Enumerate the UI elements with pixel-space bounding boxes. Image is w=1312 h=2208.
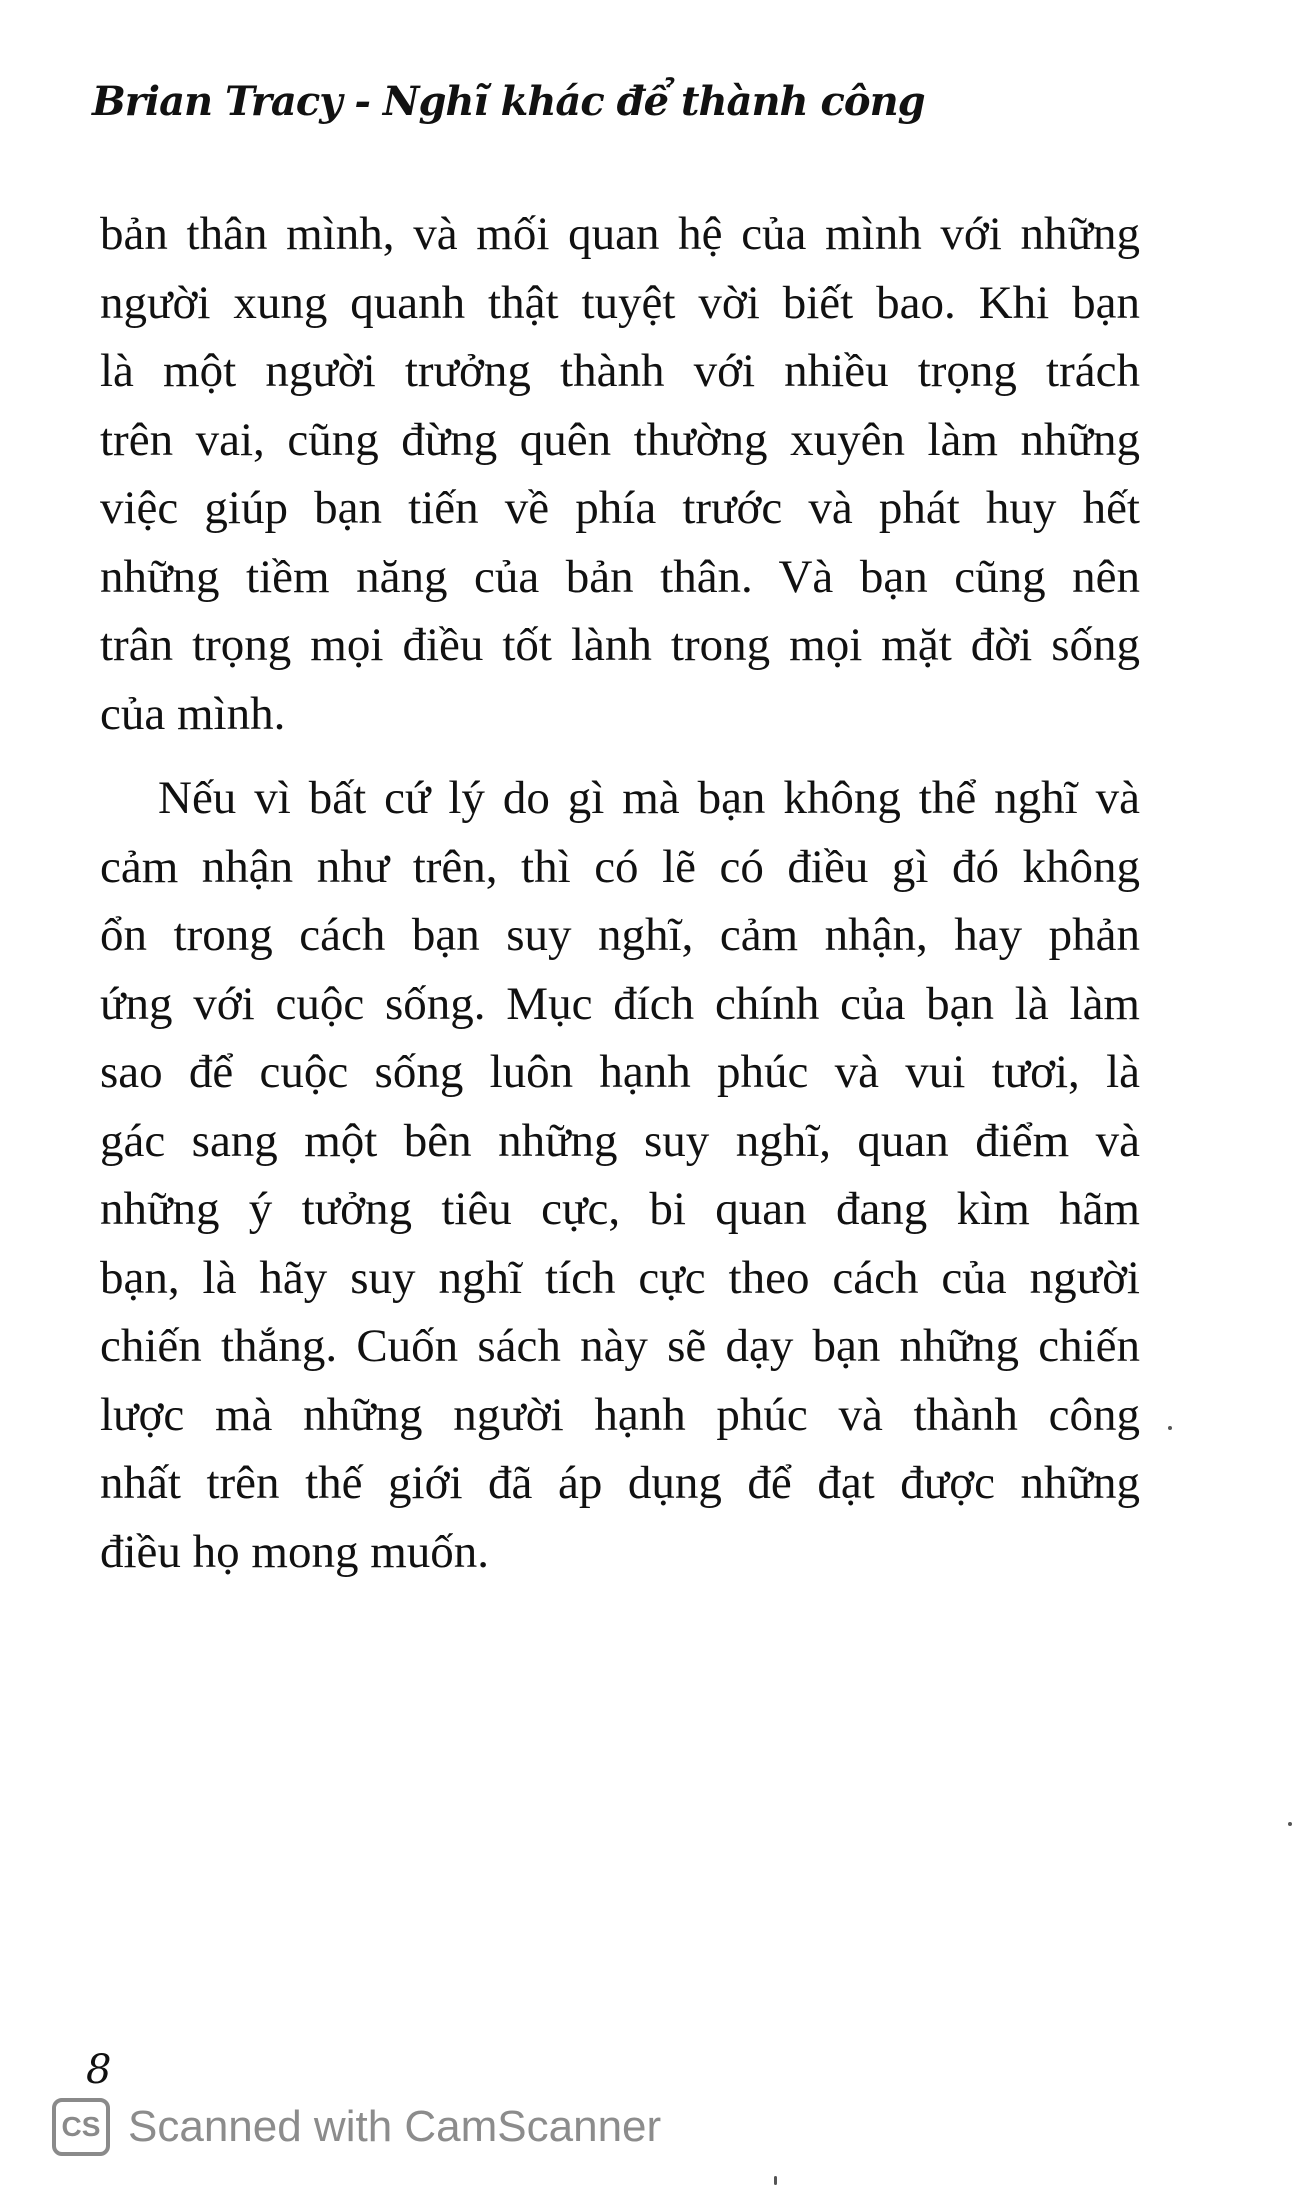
body-text: [100, 200, 1140, 1586]
paragraph-1: [100, 200, 1140, 748]
text-line: là một người trưởng thành với nhiều trọng trách: [100, 345, 1140, 397]
text-line: người xung quanh thật tuyệt vời biết bao. Khi bạn: [100, 276, 1140, 329]
page-number: 8: [86, 2047, 112, 2093]
text-line: trên vai, cũng đừng quên thường xuyên làm những: [100, 413, 1140, 466]
text-line: nhất trên thế giới đã áp dụng để đạt được những: [100, 1457, 1140, 1509]
text-line: những ý tưởng tiêu cực, bi quan đang kìm hãm: [100, 1183, 1140, 1235]
text-line: việc giúp bạn tiến về phía trước và phát huy hết: [100, 482, 1140, 534]
text-line: bạn, là hãy suy nghĩ tích cực theo cách của người: [100, 1251, 1140, 1304]
text-line: điều họ mong muốn.: [100, 1525, 490, 1578]
text-line: gác sang một bên những suy nghĩ, quan điểm và: [100, 1114, 1140, 1167]
text-line: bản thân mình, và mối quan hệ của mình với những: [100, 208, 1140, 260]
text-line: những tiềm năng của bản thân. Và bạn cũng nên: [100, 550, 1140, 603]
text-line: của mình.: [100, 687, 286, 740]
scan-speck: [1288, 1822, 1292, 1826]
camscanner-watermark: [52, 2098, 661, 2156]
text-line: cảm nhận như trên, thì có lẽ có điều gì đó không: [100, 840, 1140, 893]
text-line: trân trọng mọi điều tốt lành trong mọi mặt đời sống: [100, 619, 1140, 671]
camscanner-logo-icon: CS: [52, 2098, 110, 2156]
text-line: ổn trong cách bạn suy nghĩ, cảm nhận, hay phản: [100, 909, 1140, 961]
text-line: lược mà những người hạnh phúc và thành công: [100, 1388, 1140, 1441]
text-line: ứng với cuộc sống. Mục đích chính của bạn là làm: [100, 977, 1140, 1030]
scan-speck: [1168, 1426, 1172, 1430]
text-line: Nếu vì bất cứ lý do gì mà bạn không thể nghĩ và: [158, 772, 1140, 824]
paragraph-2: [100, 764, 1140, 1586]
scan-speck: [774, 2176, 777, 2185]
running-header: Brian Tracy - Nghĩ khác để thành công: [92, 78, 925, 125]
text-line: chiến thắng. Cuốn sách này sẽ dạy bạn những chiến: [100, 1320, 1140, 1372]
text-line: sao để cuộc sống luôn hạnh phúc và vui tươi, là: [100, 1046, 1140, 1098]
watermark-text: Scanned with CamScanner: [128, 2102, 662, 2151]
